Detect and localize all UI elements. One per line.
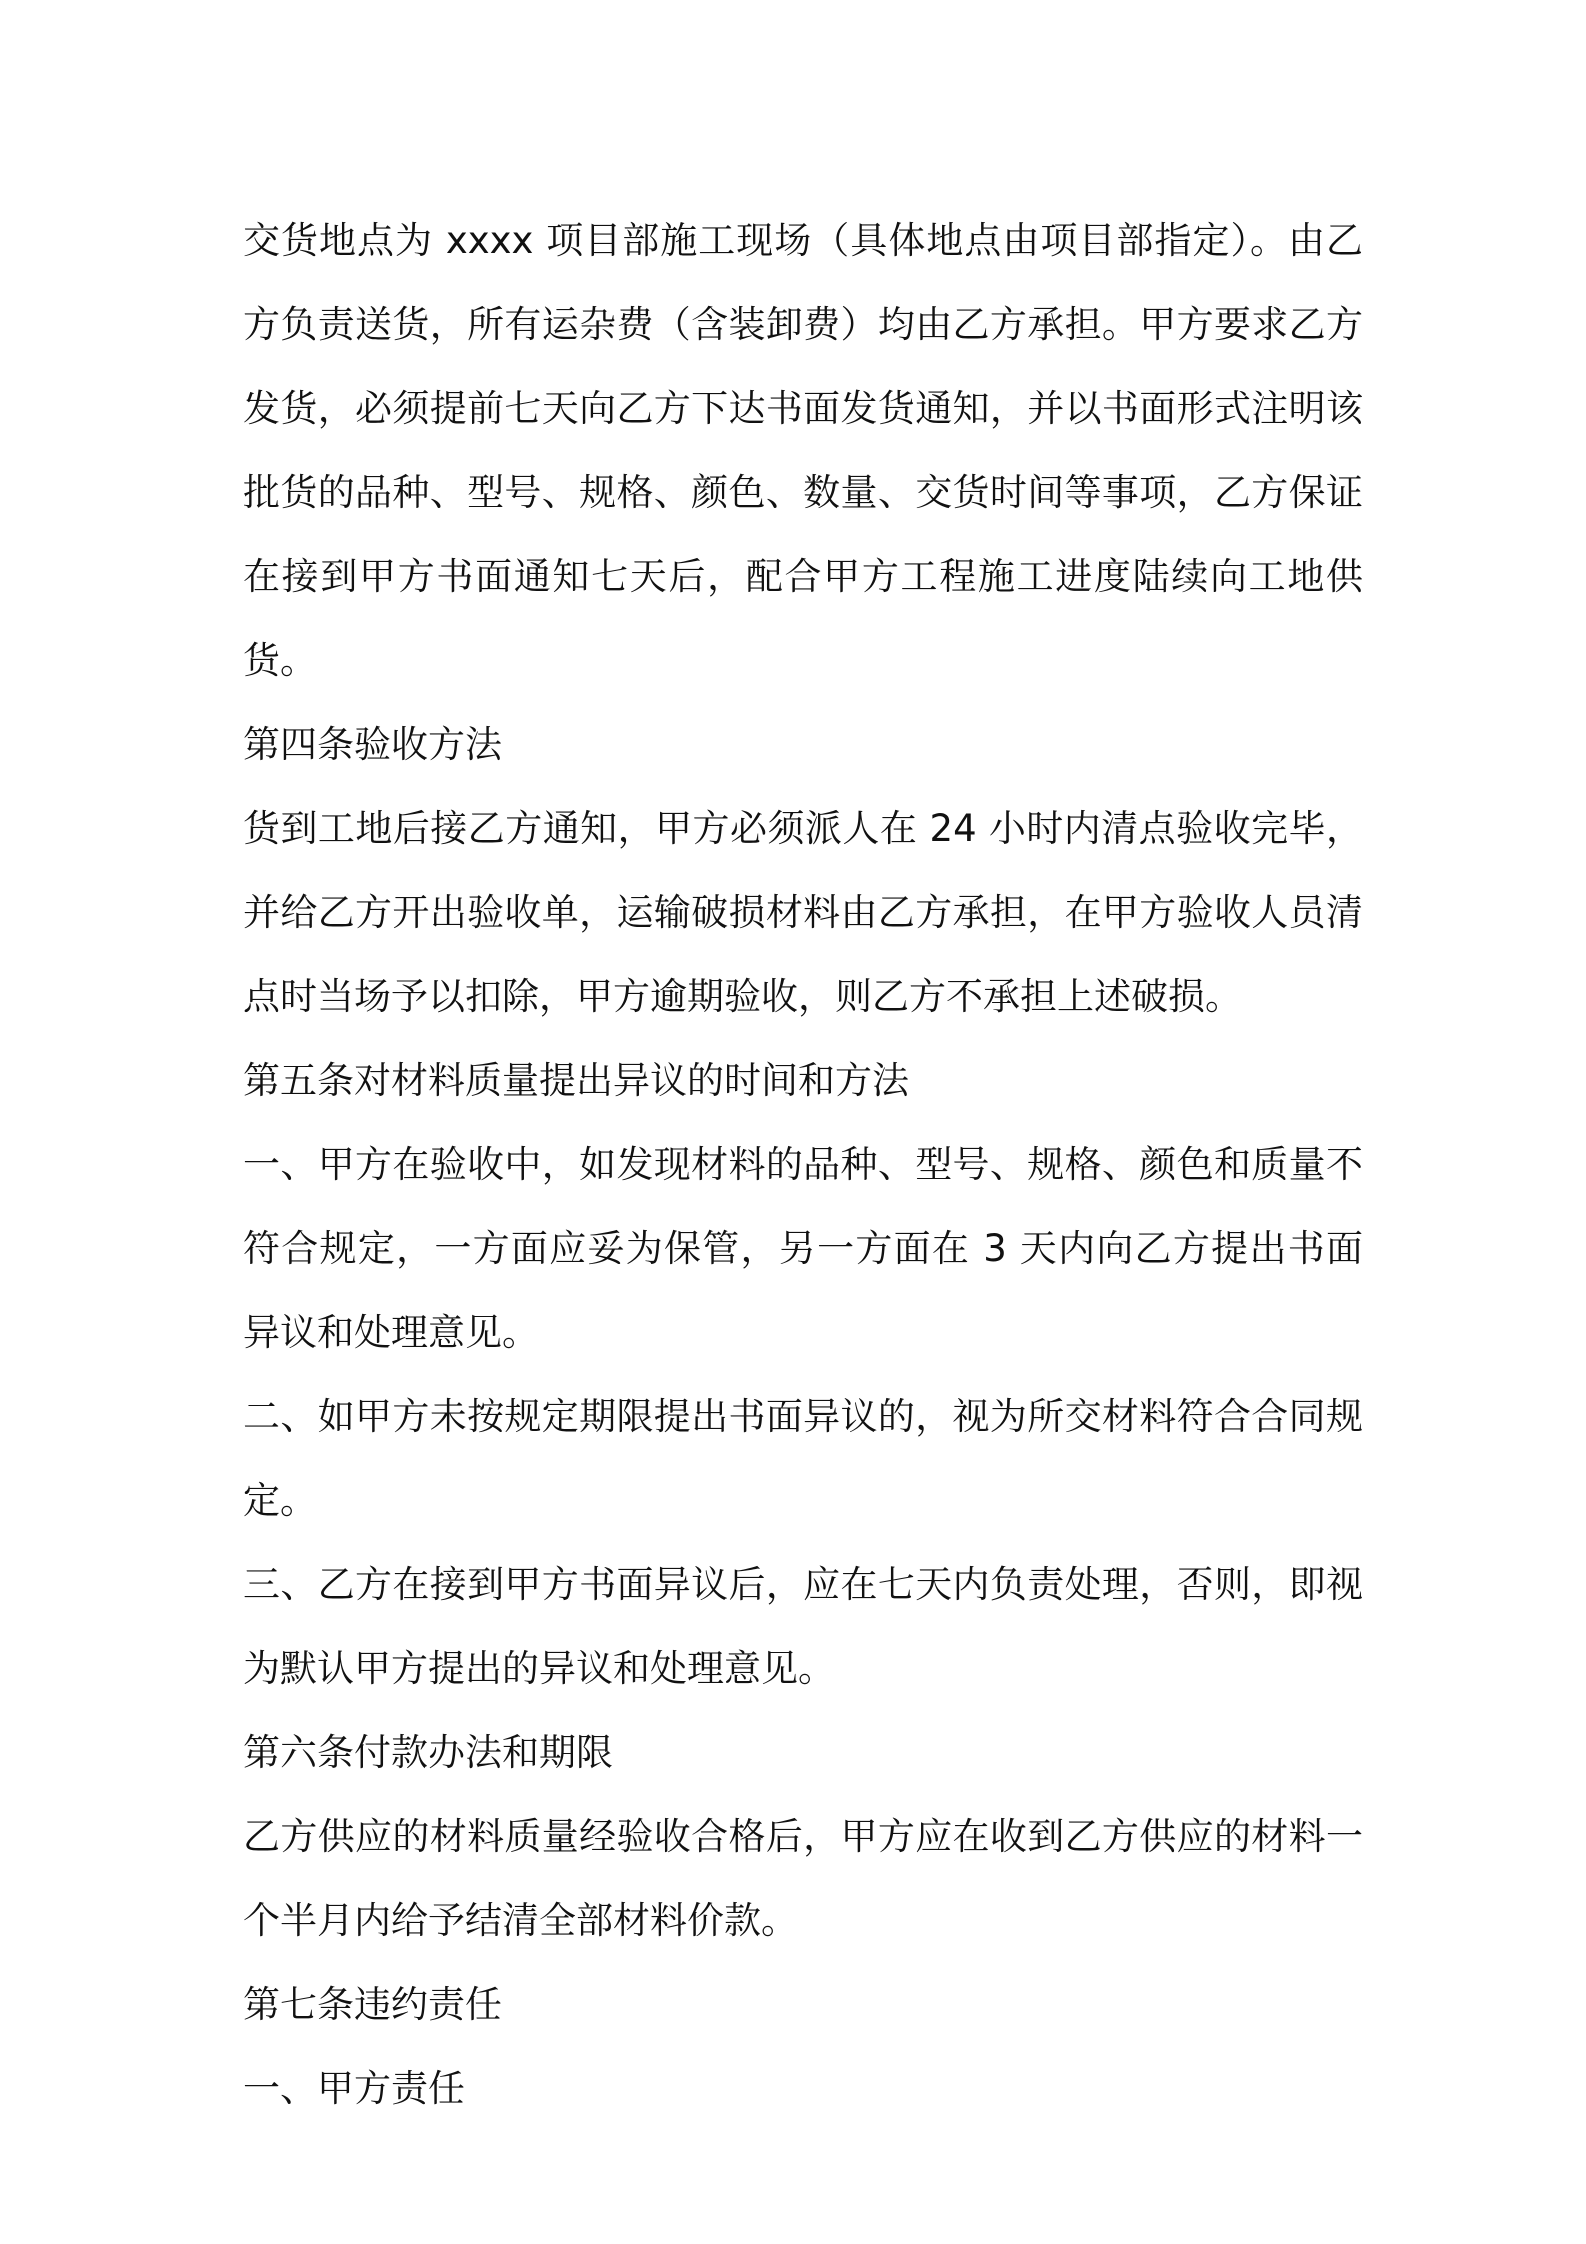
paragraph-objection-2: 二、如甲方未按规定期限提出书面异议的，视为所交材料符合合同规定。 — [243, 1395, 1363, 1522]
paragraph-delivery-terms: 交货地点为 xxxx 项目部施工现场（具体地点由项目部指定）。由乙方负责送货，所有运杂费（含装卸费）均由乙方承担。甲方要求乙方发货，必须提前七天向乙方下达书面发货通知，并以书面形式注明该批货的品种、型号、规格、颜色、数量、交货时间等事项，乙方保证在接到甲方书面通知七天后，配合甲方工程施工进度陆续向工地供货。 — [243, 219, 1363, 682]
paragraph-objection-1: 一、甲方在验收中，如发现材料的品种、型号、规格、颜色和质量不符合规定，一方面应妥为保管，另一方面在 3 天内向乙方提出书面异议和处理意见。 — [243, 1143, 1363, 1354]
heading-article-5: 第五条对材料质量提出异议的时间和方法 — [243, 1059, 909, 1102]
heading-party-a-liability: 一、甲方责任 — [243, 2067, 465, 2110]
heading-article-4: 第四条验收方法 — [243, 723, 502, 766]
paragraph-objection-3: 三、乙方在接到甲方书面异议后，应在七天内负责处理，否则，即视为默认甲方提出的异议和处理意见。 — [243, 1563, 1363, 1690]
paragraph-payment-terms: 乙方供应的材料质量经验收合格后，甲方应在收到乙方供应的材料一个半月内给予结清全部材料价款。 — [243, 1815, 1363, 1942]
paragraph-acceptance-method: 货到工地后接乙方通知，甲方必须派人在 24 小时内清点验收完毕，并给乙方开出验收单，运输破损材料由乙方承担，在甲方验收人员清点时当场予以扣除，甲方逾期验收，则乙方不承担上述破损。 — [243, 807, 1363, 1018]
heading-article-6: 第六条付款办法和期限 — [243, 1731, 613, 1774]
document-body — [243, 199, 1363, 2131]
heading-article-7: 第七条违约责任 — [243, 1983, 502, 2026]
